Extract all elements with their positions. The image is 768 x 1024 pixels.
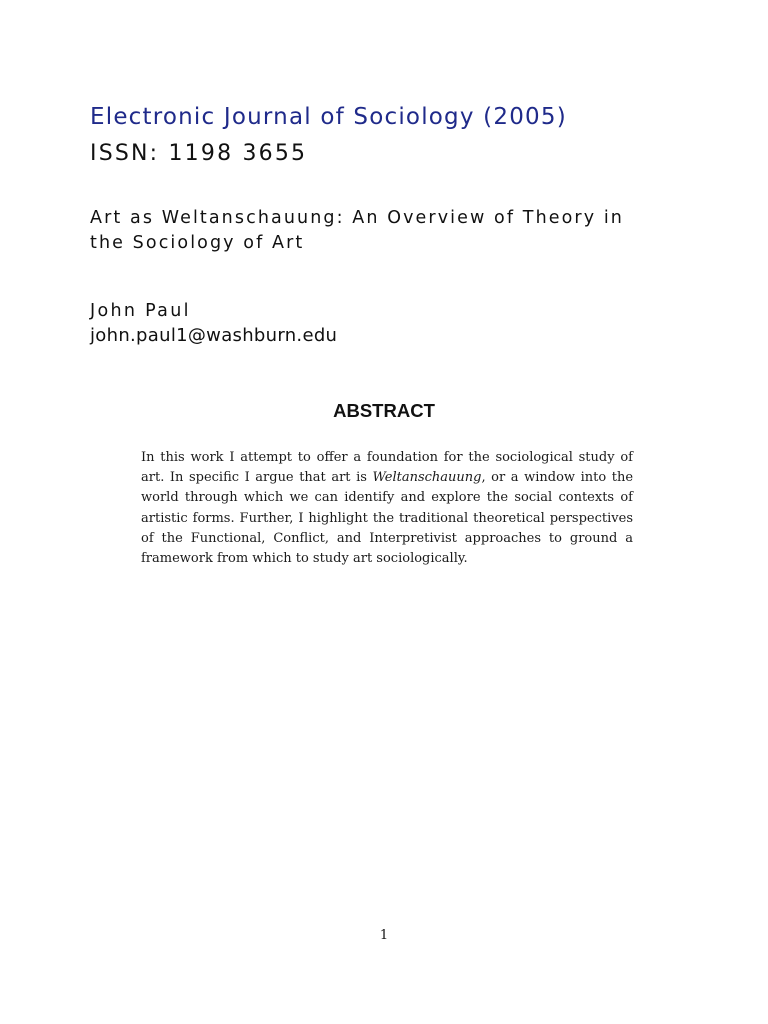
page-number: 1	[379, 928, 389, 943]
author-email: john.paul1@washburn.edu	[90, 325, 338, 346]
abstract-text-end: , or a window into the world through which we can identify and explore the social contexts of artistic forms. Further, I highlight the traditional theoretical perspectives of the Functional, Conflict, and Interpretivist approaches to ground a framework from which to study art sociologically.	[141, 470, 634, 567]
abstract-italic-term: Weltanschauung	[372, 470, 482, 486]
abstract-text-start: In this work I attempt to offer a foundation for the sociological study of art. In specific I argue that art is	[141, 450, 633, 486]
journal-title: Electronic Journal of Sociology (2005)	[90, 104, 567, 130]
issn-line: ISSN: 1198 3655	[90, 141, 308, 166]
article-title-line-1: Art as Weltanschauung: An Overview of Theory in	[90, 208, 625, 228]
author-name: John Paul	[90, 301, 191, 321]
abstract-heading: ABSTRACT	[333, 400, 435, 421]
abstract-body	[141, 448, 633, 569]
article-title-line-2: the Sociology of Art	[90, 233, 305, 253]
article-title	[90, 206, 690, 256]
